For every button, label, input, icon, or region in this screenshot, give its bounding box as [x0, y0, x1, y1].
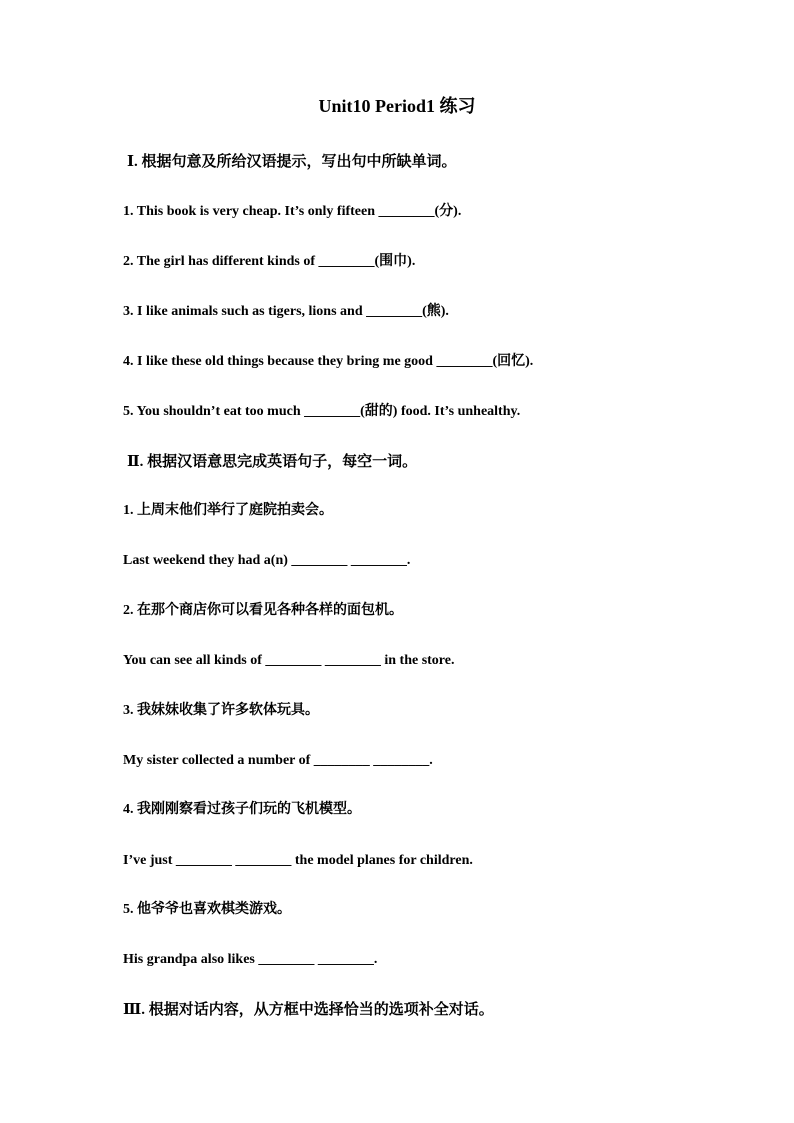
- section-2-item-2-english: You can see all kinds of ________ ________ in the store.: [123, 653, 455, 668]
- page-title: Unit10 Period1 练习: [318, 96, 476, 116]
- section-2-item-2-chinese: 2. 在那个商店你可以看见各种各样的面包机。: [123, 603, 403, 618]
- section-2-item-1-english: Last weekend they had a(n) ________ ________.: [123, 553, 411, 568]
- section-2-item-4-english: I’ve just ________ ________ the model planes for children.: [123, 853, 473, 868]
- section-1-heading: Ⅰ. 根据句意及所给汉语提示，写出句中所缺单词。: [127, 154, 457, 170]
- section-1-item-2: 2. The girl has different kinds of ________(围巾).: [123, 254, 416, 269]
- section-2-item-3-chinese: 3. 我妹妹收集了许多软体玩具。: [123, 703, 319, 718]
- section-1-item-4: 4. I like these old things because they bring me good ________(回忆).: [123, 354, 534, 369]
- section-2-item-3-english: My sister collected a number of ________ ________.: [123, 753, 433, 768]
- section-2-item-5-english: His grandpa also likes ________ ________.: [123, 952, 378, 967]
- section-1-item-1: 1. This book is very cheap. It’s only fifteen ________(分).: [123, 204, 462, 219]
- section-2-item-5-chinese: 5. 他爷爷也喜欢棋类游戏。: [123, 902, 291, 917]
- section-2-item-4-chinese: 4. 我刚刚察看过孩子们玩的飞机模型。: [123, 802, 361, 817]
- section-3-heading: Ⅲ. 根据对话内容，从方框中选择恰当的选项补全对话。: [123, 1002, 494, 1018]
- section-1-item-3: 3. I like animals such as tigers, lions and ________(熊).: [123, 304, 449, 319]
- section-2-item-1-chinese: 1. 上周末他们举行了庭院拍卖会。: [123, 503, 333, 518]
- section-2-heading: Ⅱ. 根据汉语意思完成英语句子，每空一词。: [127, 454, 418, 470]
- section-1-item-5: 5. You shouldn’t eat too much ________(甜的) food. It’s unhealthy.: [123, 404, 521, 419]
